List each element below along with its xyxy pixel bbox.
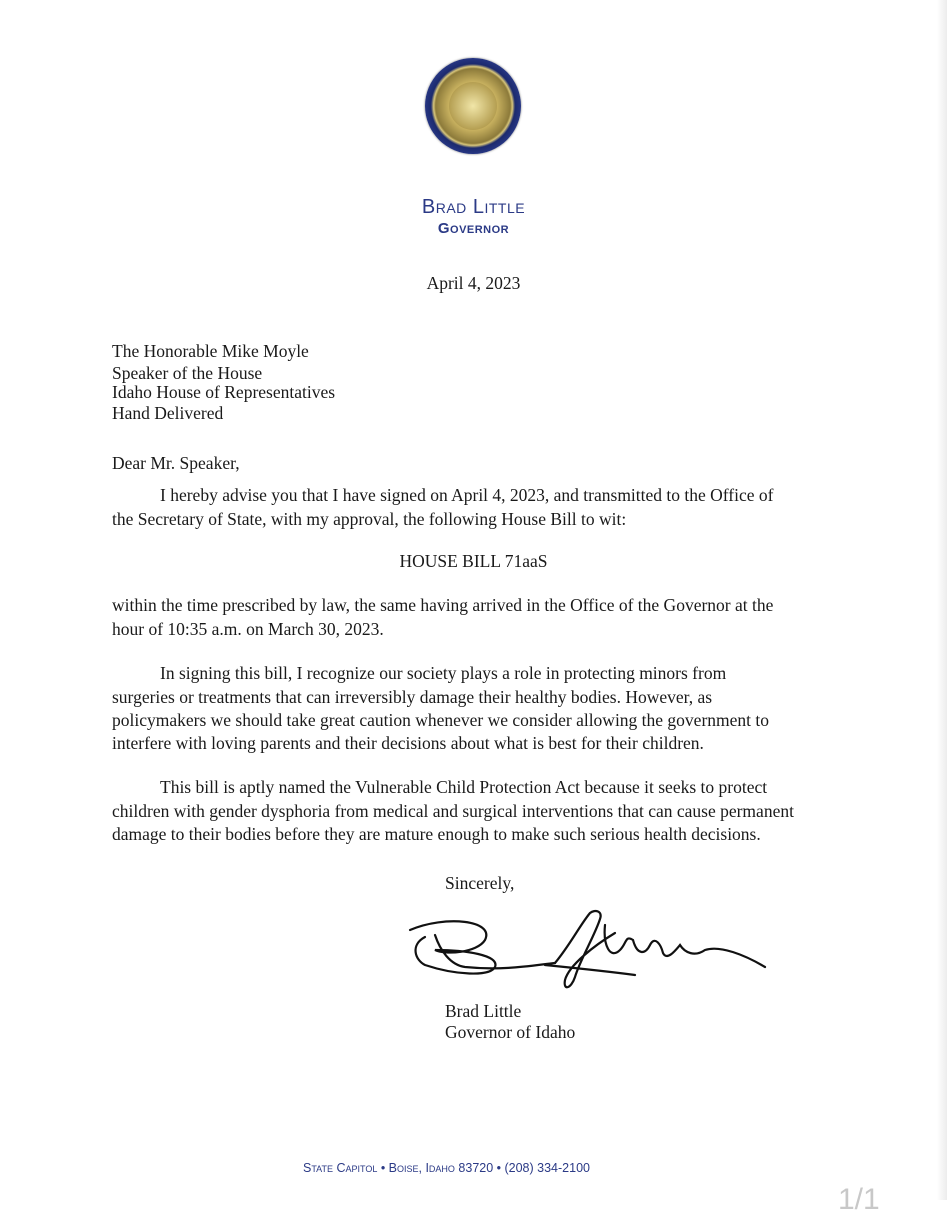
paragraph-line: interfere with loving parents and their decisions about what is best for their children. <box>112 733 704 753</box>
signer-name: Brad Little <box>445 1001 522 1021</box>
recipient-line: Speaker of the House <box>112 363 263 383</box>
signature <box>405 905 770 995</box>
recipient-line: Hand Delivered <box>112 403 224 423</box>
paragraph-line: children with gender dysphoria from medical and surgical interventions that can cause permanent <box>112 801 794 821</box>
letter-date: April 4, 2023 <box>426 273 521 293</box>
letterhead-title: Governor <box>437 220 510 237</box>
paragraph-line: the Secretary of State, with my approval, the following House Bill to wit: <box>112 509 627 529</box>
state-seal-logo <box>425 58 521 154</box>
paragraph-line: damage to their bodies before they are mature enough to make such serious health decisions. <box>112 824 761 844</box>
bill-number: HOUSE BILL 71aaS <box>399 551 548 571</box>
paragraph-line: I hereby advise you that I have signed on April 4, 2023, and transmitted to the Office of <box>160 485 774 505</box>
paragraph-line: In signing this bill, I recognize our society plays a role in protecting minors from <box>160 663 727 683</box>
paragraph-line: This bill is aptly named the Vulnerable Child Protection Act because it seeks to protect <box>160 777 768 797</box>
recipient-line: The Honorable Mike Moyle <box>112 341 309 361</box>
signer-title: Governor of Idaho <box>445 1022 576 1042</box>
salutation: Dear Mr. Speaker, <box>112 453 240 473</box>
paragraph-line: hour of 10:35 a.m. on March 30, 2023. <box>112 619 384 639</box>
paragraph-line: within the time prescribed by law, the same having arrived in the Office of the Governor at the <box>112 595 774 615</box>
paragraph-line: policymakers we should take great caution whenever we consider allowing the government to <box>112 710 770 730</box>
closing: Sincerely, <box>445 873 515 893</box>
letterhead-footer: State Capitol • Boise, Idaho 83720 • (208) 334-2100 <box>303 1161 590 1175</box>
letterhead-name: Brad Little <box>421 196 526 218</box>
recipient-line: Idaho House of Representatives <box>112 382 336 402</box>
page-indicator: 1/1 <box>838 1183 880 1216</box>
page-edge <box>937 0 947 1200</box>
paragraph-line: surgeries or treatments that can irreversibly damage their healthy bodies. However, as <box>112 687 713 707</box>
